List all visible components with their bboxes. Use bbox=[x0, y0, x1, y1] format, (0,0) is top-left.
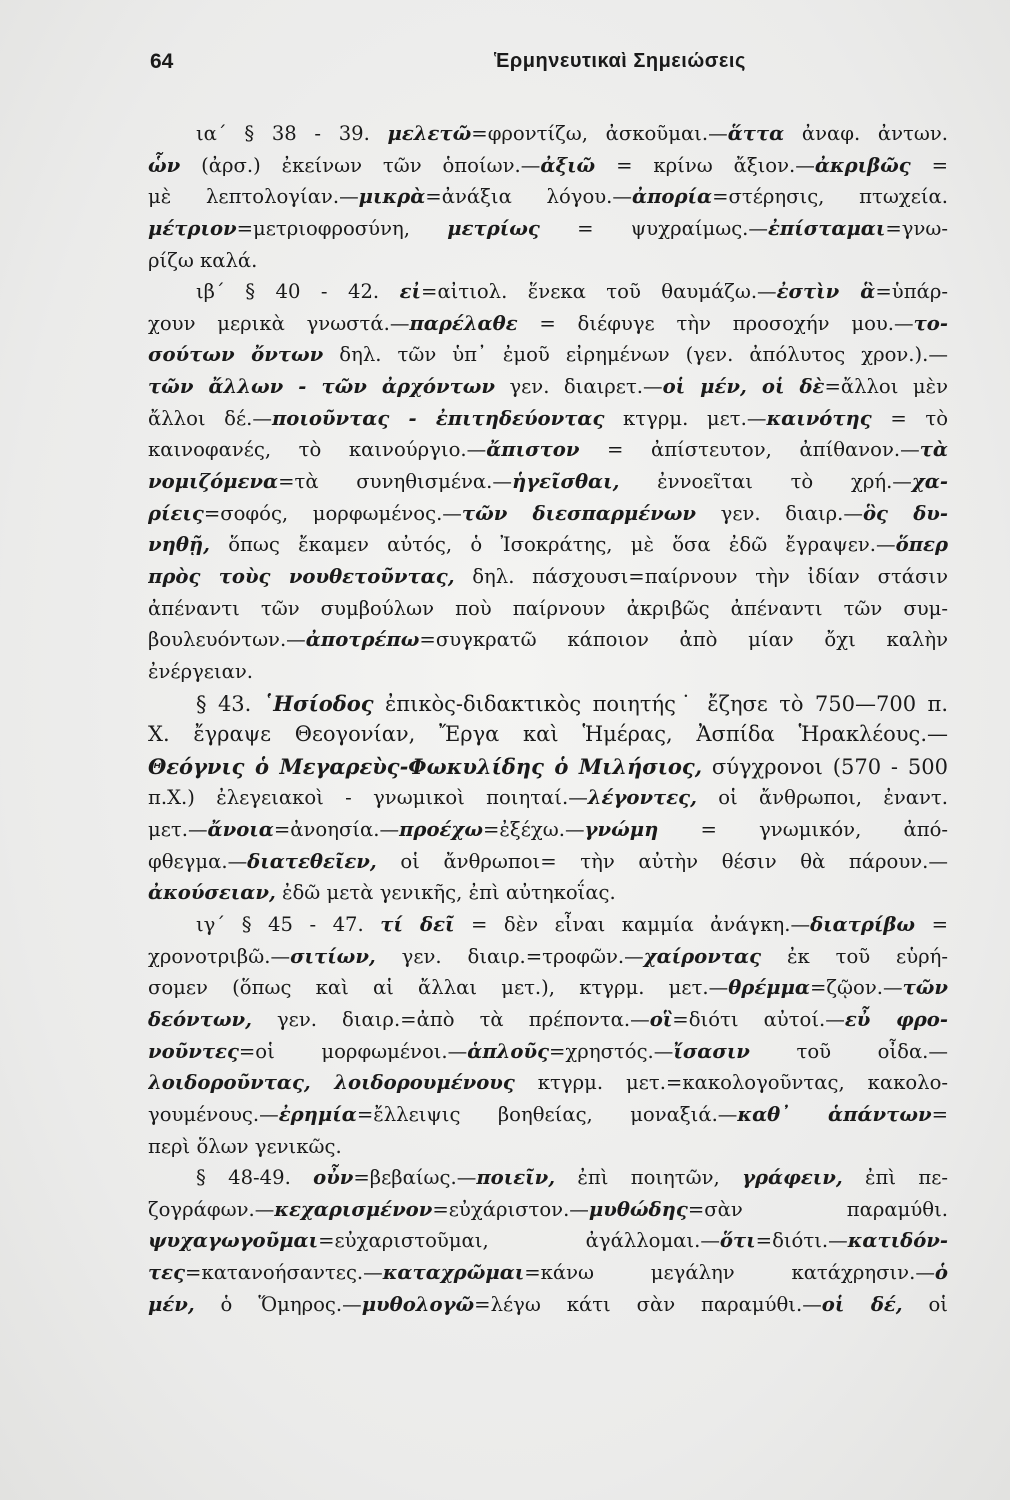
text-line: ζογράφων.—κεχαρισμένον=εὐχάριστον.—μυθώδης=σὰν παραμύθι. bbox=[148, 1197, 948, 1221]
text-line: μέτριον=μετριοφροσύνη, μετρίως = ψυχραίμως.—ἐπίσταμαι=γνω- bbox=[148, 216, 948, 240]
text-line: νομιζόμενα=τὰ συνηθισμένα.—ἡγεῖσθαι, ἐννοεῖται τὸ χρή.—χα- bbox=[148, 470, 948, 494]
text-line: ἐνέργειαν. bbox=[148, 659, 254, 683]
text-line: καινοφανές, τὸ καινούργιο.—ἄπιστον = ἀπίστευτον, ἀπίθανον.—τὰ bbox=[148, 438, 948, 462]
text-line: νοῦντες=οἱ μορφωμένοι.—ἁπλοῦς=χρηστός.—ἴσασιν τοῦ οἶδα.— bbox=[148, 1039, 948, 1063]
text-line: βουλευόντων.—ἀποτρέπω=συγκρατῶ κάποιον ἀπὸ μίαν ὄχι καλὴν bbox=[148, 628, 948, 652]
text-line: ιγ΄ § 45 - 47. τί δεῖ = δὲν εἶναι καμμία ἀνάγκη.—διατρίβω = bbox=[196, 913, 948, 937]
text-line: μέν, ὁ Ὅμηρος.—μυθολογῶ=λέγω κάτι σὰν παραμύθι.—οἱ δέ, οἱ bbox=[148, 1292, 948, 1316]
text-line: μὲ λεπτολογίαν.—μικρὰ=ἀνάξια λόγου.—ἀπορία=στέρησις, πτωχεία. bbox=[148, 185, 948, 209]
text-line: Χ. ἔγραψε Θεογονίαν, Ἔργα καὶ Ἡμέρας, Ἀσπίδα Ἡρακλέους.— bbox=[148, 722, 948, 747]
text-line: ρίζω καλά. bbox=[148, 248, 258, 272]
text-line: ια΄ § 38 - 39. μελετῶ=φροντίζω, ἀσκοῦμαι.—ἅττα ἀναφ. ἀντων. bbox=[196, 122, 948, 145]
text-line: λοιδοροῦντας, λοιδορουμένους κτγρμ. μετ.=κακολογοῦντας, κακολο- bbox=[148, 1071, 948, 1095]
page-header bbox=[150, 50, 950, 80]
page-number: 64 bbox=[150, 50, 174, 73]
text-line: ιβ΄ § 40 - 42. εἰ=αἰτιολ. ἕνεκα τοῦ θαυμάζω.—ἐστὶν ἃ=ὑπάρ- bbox=[196, 280, 948, 304]
text-line: Θεόγνις ὁ Μεγαρεὺς-Φωκυλίδης ὁ Μιλήσιος, σύγχρονοι (570 - 500 bbox=[148, 753, 948, 779]
text-line: ὧν (ἀρσ.) ἐκείνων τῶν ὁποίων.—ἀξιῶ = κρίνω ἄξιον.—ἀκριβῶς = bbox=[148, 153, 948, 177]
text-line: χρονοτριβῶ.—σιτίων, γεν. διαιρ.=τροφῶν.—χαίροντας ἐκ τοῦ εὑρή- bbox=[148, 944, 948, 968]
text-line: μετ.—ἄνοια=ἀνοησία.—προέχω=ἐξέχω.—γνώμη = γνωμικόν, ἀπό- bbox=[148, 818, 948, 842]
text-line: σούτων ὄντων δηλ. τῶν ὑπ᾽ ἐμοῦ εἰρημένων (γεν. ἀπόλυτος χρον.).— bbox=[148, 343, 948, 367]
text-line: § 48-49. οὖν=βεβαίως.—ποιεῖν, ἐπὶ ποιητῶν, γράφειν, ἐπὶ πε- bbox=[196, 1166, 948, 1190]
text-line: ψυχαγωγοῦμαι=εὐχαριστοῦμαι, ἀγάλλομαι.—ὅτι=διότι.—κατιδόν- bbox=[148, 1229, 948, 1253]
text-line: ἄλλοι δέ.—ποιοῦντας - ἐπιτηδεύοντας κτγρμ. μετ.—καινότης = τὸ bbox=[148, 406, 948, 430]
running-title: Ἑρμηνευτικαὶ Σημειώσεις bbox=[494, 50, 746, 72]
text-line: φθεγμα.—διατεθεῖεν, οἱ ἄνθρωποι= τὴν αὐτὴν θέσιν θὰ πάρουν.— bbox=[148, 849, 948, 873]
text-line: τῶν ἄλλων - τῶν ἀρχόντων γεν. διαιρετ.—οἱ μέν, οἱ δὲ=ἄλλοι μὲν bbox=[148, 375, 948, 399]
text-line: § 43. ῾Ησίοδος ἐπικὸς-διδακτικὸς ποιητής˙ ἔζησε τὸ 750—700 π. bbox=[196, 690, 948, 716]
commentary-text bbox=[148, 118, 948, 1320]
text-line: σομεν (ὅπως καὶ αἱ ἄλλαι μετ.), κτγρμ. μετ.—θρέμμα=ζῷον.—τῶν bbox=[148, 976, 948, 1000]
text-line: γουμένους.—ἐρημία=ἔλλειψις βοηθείας, μοναξιά.—καθ᾽ ἁπάντων= bbox=[148, 1102, 948, 1126]
text-line: περὶ ὅλων γενικῶς. bbox=[148, 1134, 342, 1158]
text-line: χουν μερικὰ γνωστά.—παρέλαθε = διέφυγε τὴν προσοχήν μου.—το- bbox=[148, 311, 948, 335]
text-line: ἀπέναντι τῶν συμβούλων ποὺ παίρνουν ἀκριβῶς ἀπέναντι τῶν συμ- bbox=[148, 596, 948, 620]
text-line: τες=κατανοήσαντες.—καταχρῶμαι=κάνω μεγάλην κατάχρησιν.—ὁ bbox=[148, 1261, 948, 1285]
text-line: νηθῇ, ὅπως ἔκαμεν αὐτός, ὁ Ἰσοκράτης, μὲ ὅσα ἐδῶ ἔγραψεν.—ὅπερ bbox=[148, 533, 948, 557]
text-line: πρὸς τοὺς νουθετοῦντας, δηλ. πάσχουσι=παίρνουν τὴν ἰδίαν στάσιν bbox=[148, 564, 948, 588]
text-line: ἀκούσειαν, ἐδῶ μετὰ γενικῆς, ἐπὶ αὐτηκοΐας. bbox=[148, 881, 616, 905]
text-line: π.Χ.) ἐλεγειακοὶ - γνωμικοὶ ποιηταί.—λέγοντες, οἱ ἄνθρωποι, ἐναντ. bbox=[148, 786, 948, 810]
text-line: δεόντων, γεν. διαιρ.=ἀπὸ τὰ πρέποντα.—οἳ=διότι αὐτοί.—εὖ φρο- bbox=[148, 1007, 948, 1031]
text-line: ρίεις=σοφός, μορφωμένος.—τῶν διεσπαρμένων γεν. διαιρ.—ὃς δυ- bbox=[148, 501, 948, 525]
